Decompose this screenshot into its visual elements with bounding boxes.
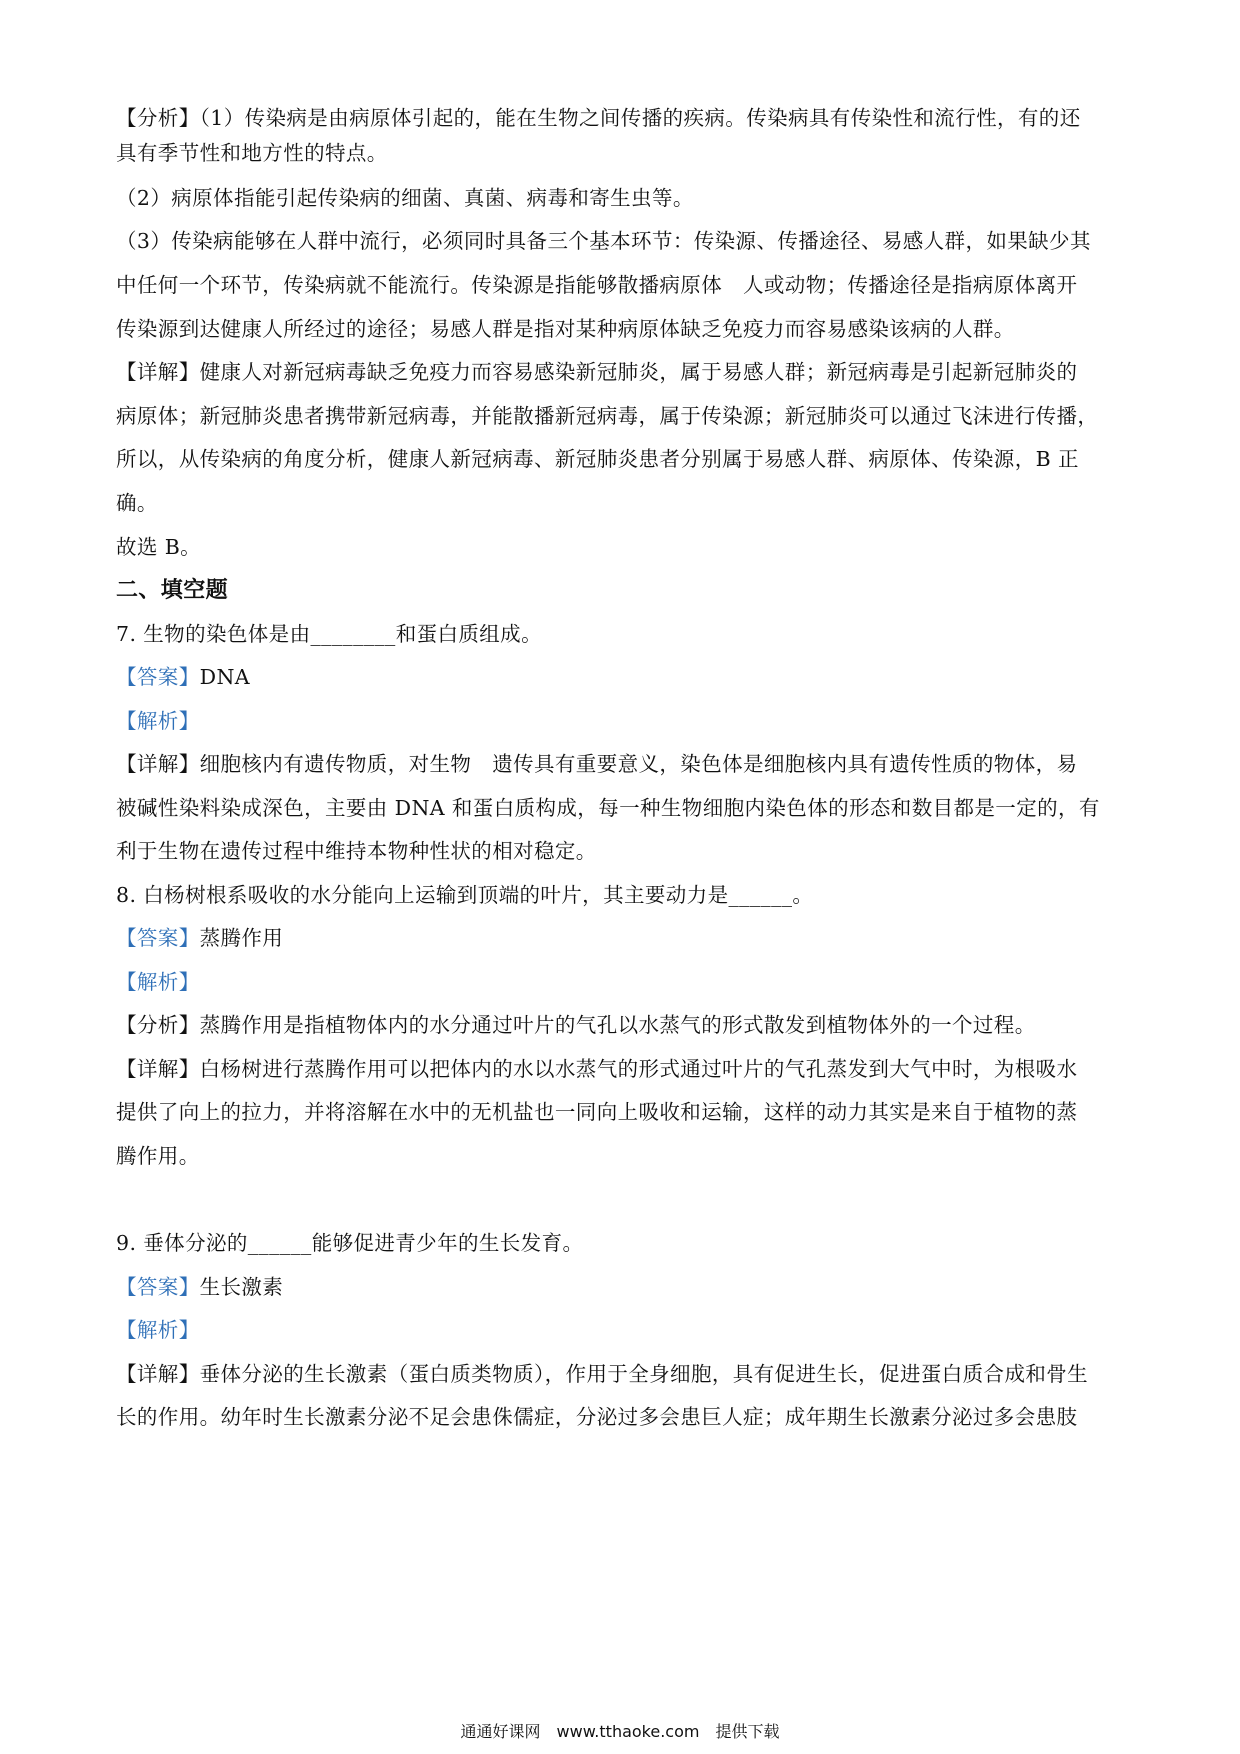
line-text: 健康人对新冠病毒缺乏免疫力而容易感染新冠肺炎，属于易感人群；新冠病毒是引起新冠肺炎的 xyxy=(199,360,1078,384)
line-text: 中任何一个环节，传染病就不能流行。传染源是指能够散播病原体 人或动物；传播途径是指病原体离开 xyxy=(116,273,1078,297)
detail-tag: 【详解】 xyxy=(116,360,200,384)
line-text: 提供了向上的拉力，并将溶解在水中的无机盐也一同向上吸收和运输，这样的动力其实是来自于植物的蒸 xyxy=(116,1100,1078,1124)
explain-line-9 xyxy=(116,1315,1136,1345)
question-text-after: 能够促进青少年的生长发育。 xyxy=(311,1231,584,1255)
line-text: 传染源到达健康人所经过的途径；易感人群是指对某种病原体缺乏免疫力而容易感染该病的人群。 xyxy=(116,317,1015,341)
answer-blank: ______ xyxy=(247,1231,312,1255)
analysis-line-4 xyxy=(116,226,1136,256)
question-text: 9. 垂体分泌的 xyxy=(116,1231,248,1255)
analysis-tag: 【分析】 xyxy=(116,1013,200,1037)
line-text: 所以，从传染病的角度分析，健康人新冠病毒、新冠肺炎患者分别属于易感人群、病原体、传染源，B 正 xyxy=(116,447,1079,471)
answer-blank: ________ xyxy=(310,622,396,646)
answer-blank: ______ xyxy=(728,883,793,907)
analysis-line-6 xyxy=(116,314,1136,344)
question-8 xyxy=(116,880,1136,910)
detail8-line-1 xyxy=(116,1054,1136,1084)
answer-line-8 xyxy=(116,923,1136,953)
detail7-line-2 xyxy=(116,793,1136,823)
detail8-line-2 xyxy=(116,1097,1136,1127)
analysis-line-3 xyxy=(116,183,1136,213)
detail-tag: 【详解】 xyxy=(116,1057,200,1081)
explain-tag: 【解析】 xyxy=(116,1318,200,1342)
line-text: 白杨树进行蒸腾作用可以把体内的水以水蒸气的形式通过叶片的气孔蒸发到大气中时，为根吸水 xyxy=(199,1057,1078,1081)
question-text: 8. 白杨树根系吸收的水分能向上运输到顶端的叶片，其主要动力是 xyxy=(116,883,729,907)
detail-tag: 【详解】 xyxy=(116,752,200,776)
detail7-line-3 xyxy=(116,836,1136,866)
question-9 xyxy=(116,1228,1136,1258)
analysis-line-1 xyxy=(116,103,1136,133)
answer-text: 生长激素 xyxy=(199,1275,284,1299)
analysis-line-5 xyxy=(116,270,1136,300)
detail8-line-3 xyxy=(116,1141,1136,1171)
line-text: （3）传染病能够在人群中流行，必须同时具备三个基本环节：传染源、传播途径、易感人群，如果缺少其 xyxy=(116,229,1091,253)
explain-tag: 【解析】 xyxy=(116,709,200,733)
explain-line-8 xyxy=(116,967,1136,997)
explain-line-7 xyxy=(116,706,1136,736)
question-text-after: 。 xyxy=(792,883,814,907)
footer-text: 通通好课网 www.tthaoke.com 提供下载 xyxy=(460,1722,780,1741)
line-text: 细胞核内有遗传物质，对生物 遗传具有重要意义，染色体是细胞核内具有遗传性质的物体，易 xyxy=(199,752,1078,776)
detail-line-1 xyxy=(116,357,1136,387)
answer-text: 蒸腾作用 xyxy=(199,926,284,950)
line-text: 腾作用。 xyxy=(116,1144,200,1168)
line-text: （2）病原体指能引起传染病的细菌、真菌、病毒和寄生虫等。 xyxy=(116,186,694,210)
line-text: 长的作用。幼年时生长激素分泌不足会患侏儒症，分泌过多会患巨人症；成年期生长激素分泌过多会患肢 xyxy=(116,1405,1078,1429)
answer-text: DNA xyxy=(199,665,250,689)
line-text: 确。 xyxy=(116,491,158,515)
detail9-line-1 xyxy=(116,1359,1136,1389)
line-text: 被碱性染料染成深色，主要由 DNA 和蛋白质构成，每一种生物细胞内染色体的形态和数目都是一定的，有 xyxy=(116,796,1100,820)
section-title xyxy=(116,575,1136,605)
line-text: 病原体；新冠肺炎患者携带新冠病毒，并能散播新冠病毒，属于传染源；新冠肺炎可以通过飞沫进行传播， xyxy=(116,404,1099,428)
detail9-line-2 xyxy=(116,1402,1136,1432)
explain-tag: 【解析】 xyxy=(116,970,200,994)
section-title-text: 二、填空题 xyxy=(116,577,229,603)
page-footer xyxy=(0,1720,1240,1744)
question-7 xyxy=(116,619,1136,649)
analysis-tag: 【分析】 xyxy=(116,106,200,130)
question-text: 7. 生物的染色体是由 xyxy=(116,622,311,646)
answer-line-9 xyxy=(116,1272,1136,1302)
line-text: 故选 B。 xyxy=(116,535,202,559)
detail-line-2 xyxy=(116,401,1136,431)
answer-tag: 【答案】 xyxy=(116,665,200,689)
answer-line-7 xyxy=(116,662,1136,692)
line-text: 垂体分泌的生长激素（蛋白质类物质），作用于全身细胞，具有促进生长，促进蛋白质合成和骨生 xyxy=(199,1362,1089,1386)
analysis8-line xyxy=(116,1010,1136,1040)
line-text: 具有季节性和地方性的特点。 xyxy=(116,141,388,165)
line-text: （1）传染病是由病原体引起的，能在生物之间传播的疾病。传染病具有传染性和流行性，有的还 xyxy=(199,106,1081,130)
detail-line-4 xyxy=(116,488,1136,518)
detail-line-3 xyxy=(116,444,1136,474)
answer-tag: 【答案】 xyxy=(116,926,200,950)
choice-line xyxy=(116,532,1136,562)
analysis-line-2 xyxy=(116,138,1136,168)
line-text: 利于生物在遗传过程中维持本物种性状的相对稳定。 xyxy=(116,839,597,863)
answer-tag: 【答案】 xyxy=(116,1275,200,1299)
detail-tag: 【详解】 xyxy=(116,1362,200,1386)
detail7-line-1 xyxy=(116,749,1136,779)
line-text: 蒸腾作用是指植物体内的水分通过叶片的气孔以水蒸气的形式散发到植物体外的一个过程。 xyxy=(199,1013,1036,1037)
question-text-after: 和蛋白质组成。 xyxy=(395,622,542,646)
